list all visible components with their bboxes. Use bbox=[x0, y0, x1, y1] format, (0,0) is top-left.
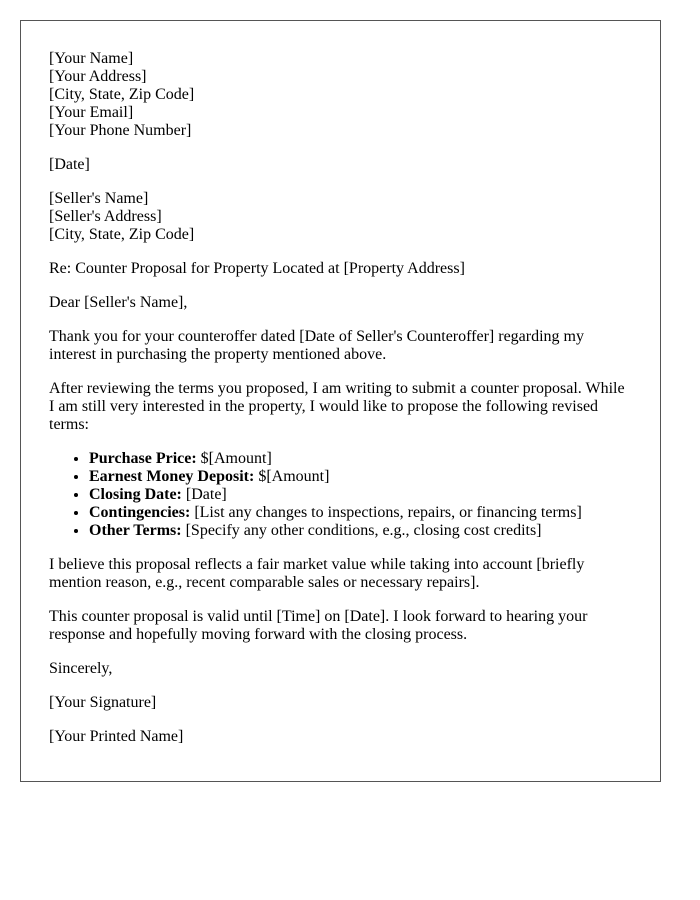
paragraph-intro: Thank you for your counteroffer dated [Date of Seller's Counteroffer] regarding my interest in purchasing the property mentioned above. bbox=[49, 328, 584, 363]
term-value: [List any changes to inspections, repairs, or financing terms] bbox=[190, 504, 582, 521]
recipient-city: [City, State, Zip Code] bbox=[49, 226, 195, 243]
sender-block bbox=[49, 50, 632, 140]
term-label: Contingencies: bbox=[89, 504, 191, 521]
term-item bbox=[89, 486, 632, 504]
paragraph-proposal: After reviewing the terms you proposed, I am writing to submit a counter proposal. While I am still very interested in the property, I would like to propose the following revised terms: bbox=[49, 380, 625, 433]
term-value: $[Amount] bbox=[196, 450, 272, 467]
salutation: Dear [Seller's Name], bbox=[49, 294, 188, 311]
closing: Sincerely, bbox=[49, 660, 113, 677]
sender-city: [City, State, Zip Code] bbox=[49, 86, 195, 103]
sender-address: [Your Address] bbox=[49, 68, 147, 85]
term-value: [Date] bbox=[181, 486, 227, 503]
terms-list bbox=[49, 450, 632, 540]
recipient-address: [Seller's Address] bbox=[49, 208, 162, 225]
letter-date: [Date] bbox=[49, 156, 90, 173]
paragraph-validity: This counter proposal is valid until [Time] on [Date]. I look forward to hearing your response and hopefully moving forward with the closing process. bbox=[49, 608, 588, 643]
term-value: [Specify any other conditions, e.g., closing cost credits] bbox=[181, 522, 542, 539]
term-value: $[Amount] bbox=[254, 468, 330, 485]
signature: [Your Signature] bbox=[49, 694, 157, 711]
subject-line: Re: Counter Proposal for Property Located at [Property Address] bbox=[49, 260, 465, 277]
sender-name: [Your Name] bbox=[49, 50, 134, 67]
sender-phone: [Your Phone Number] bbox=[49, 122, 192, 139]
term-label: Closing Date: bbox=[89, 486, 182, 503]
letter bbox=[20, 20, 661, 782]
recipient-block bbox=[49, 190, 632, 244]
term-item bbox=[89, 504, 632, 522]
term-label: Other Terms: bbox=[89, 522, 182, 539]
paragraph-justification: I believe this proposal reflects a fair market value while taking into account [briefly mention reason, e.g., recent comparable sales or necessary repairs]. bbox=[49, 556, 585, 591]
term-item bbox=[89, 522, 632, 540]
term-label: Earnest Money Deposit: bbox=[89, 468, 255, 485]
term-item bbox=[89, 450, 632, 468]
printed-name: [Your Printed Name] bbox=[49, 728, 184, 745]
sender-email: [Your Email] bbox=[49, 104, 134, 121]
term-label: Purchase Price: bbox=[89, 450, 197, 467]
term-item bbox=[89, 468, 632, 486]
recipient-name: [Seller's Name] bbox=[49, 190, 149, 207]
